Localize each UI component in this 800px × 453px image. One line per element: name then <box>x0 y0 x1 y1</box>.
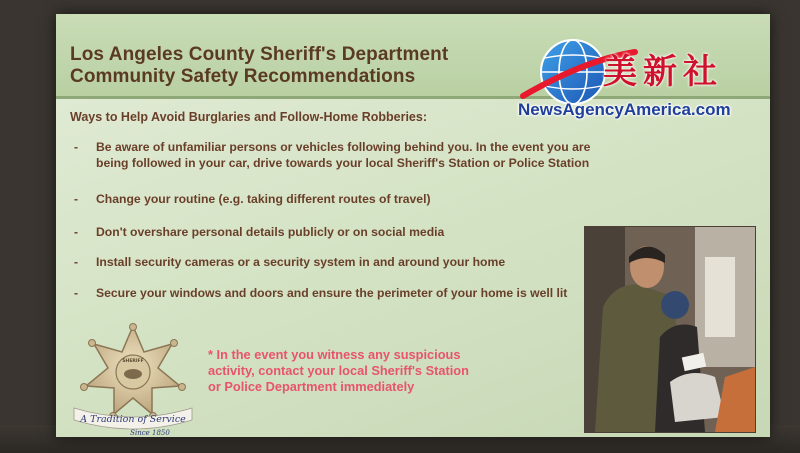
bullet-text-continued: being followed in your car, drive towards your local Sheriff's Station or Police Station <box>96 156 590 170</box>
bullet-marker: - <box>74 192 79 206</box>
deputy-photo <box>584 226 756 433</box>
badge-since-text: Since 1850 <box>130 429 170 437</box>
bullet-marker: - <box>74 225 79 239</box>
slide-title-line1: Los Angeles County Sheriff's Department <box>70 44 449 65</box>
bullet-text: Don't overshare personal details publicly or on social media <box>96 225 445 239</box>
bullet-text: Change your routine (e.g. taking different routes of travel) <box>96 192 431 206</box>
badge-star-text: SHERIFF <box>122 359 144 364</box>
notice-line: activity, contact your local Sheriff's Station <box>208 363 469 378</box>
suspicious-activity-notice <box>208 347 469 395</box>
sheriff-star-icon <box>68 322 198 437</box>
watermark-chinese-text: 美新社 <box>603 52 723 92</box>
badge-ribbon-text: A Tradition of Service <box>80 414 186 425</box>
notice-line: * In the event you witness any suspicious <box>208 347 461 362</box>
bullet-text: Secure your windows and doors and ensure the perimeter of your home is well lit <box>96 286 568 300</box>
bullet-marker: - <box>74 286 79 300</box>
bullet-text: Be aware of unfamiliar persons or vehicles following behind you. In the event you are <box>96 140 591 154</box>
bullet-marker: - <box>74 140 79 154</box>
bullet-text: Install security cameras or a security system in and around your home <box>96 255 506 269</box>
watermark-url-text: NewsAgencyAmerica.com <box>518 100 731 119</box>
slide-title-line2: Community Safety Recommendations <box>70 66 416 87</box>
notice-line: or Police Department immediately <box>208 379 415 394</box>
section-heading: Ways to Help Avoid Burglaries and Follow-Home Robberies: <box>70 110 427 124</box>
bullet-marker: - <box>74 255 79 269</box>
